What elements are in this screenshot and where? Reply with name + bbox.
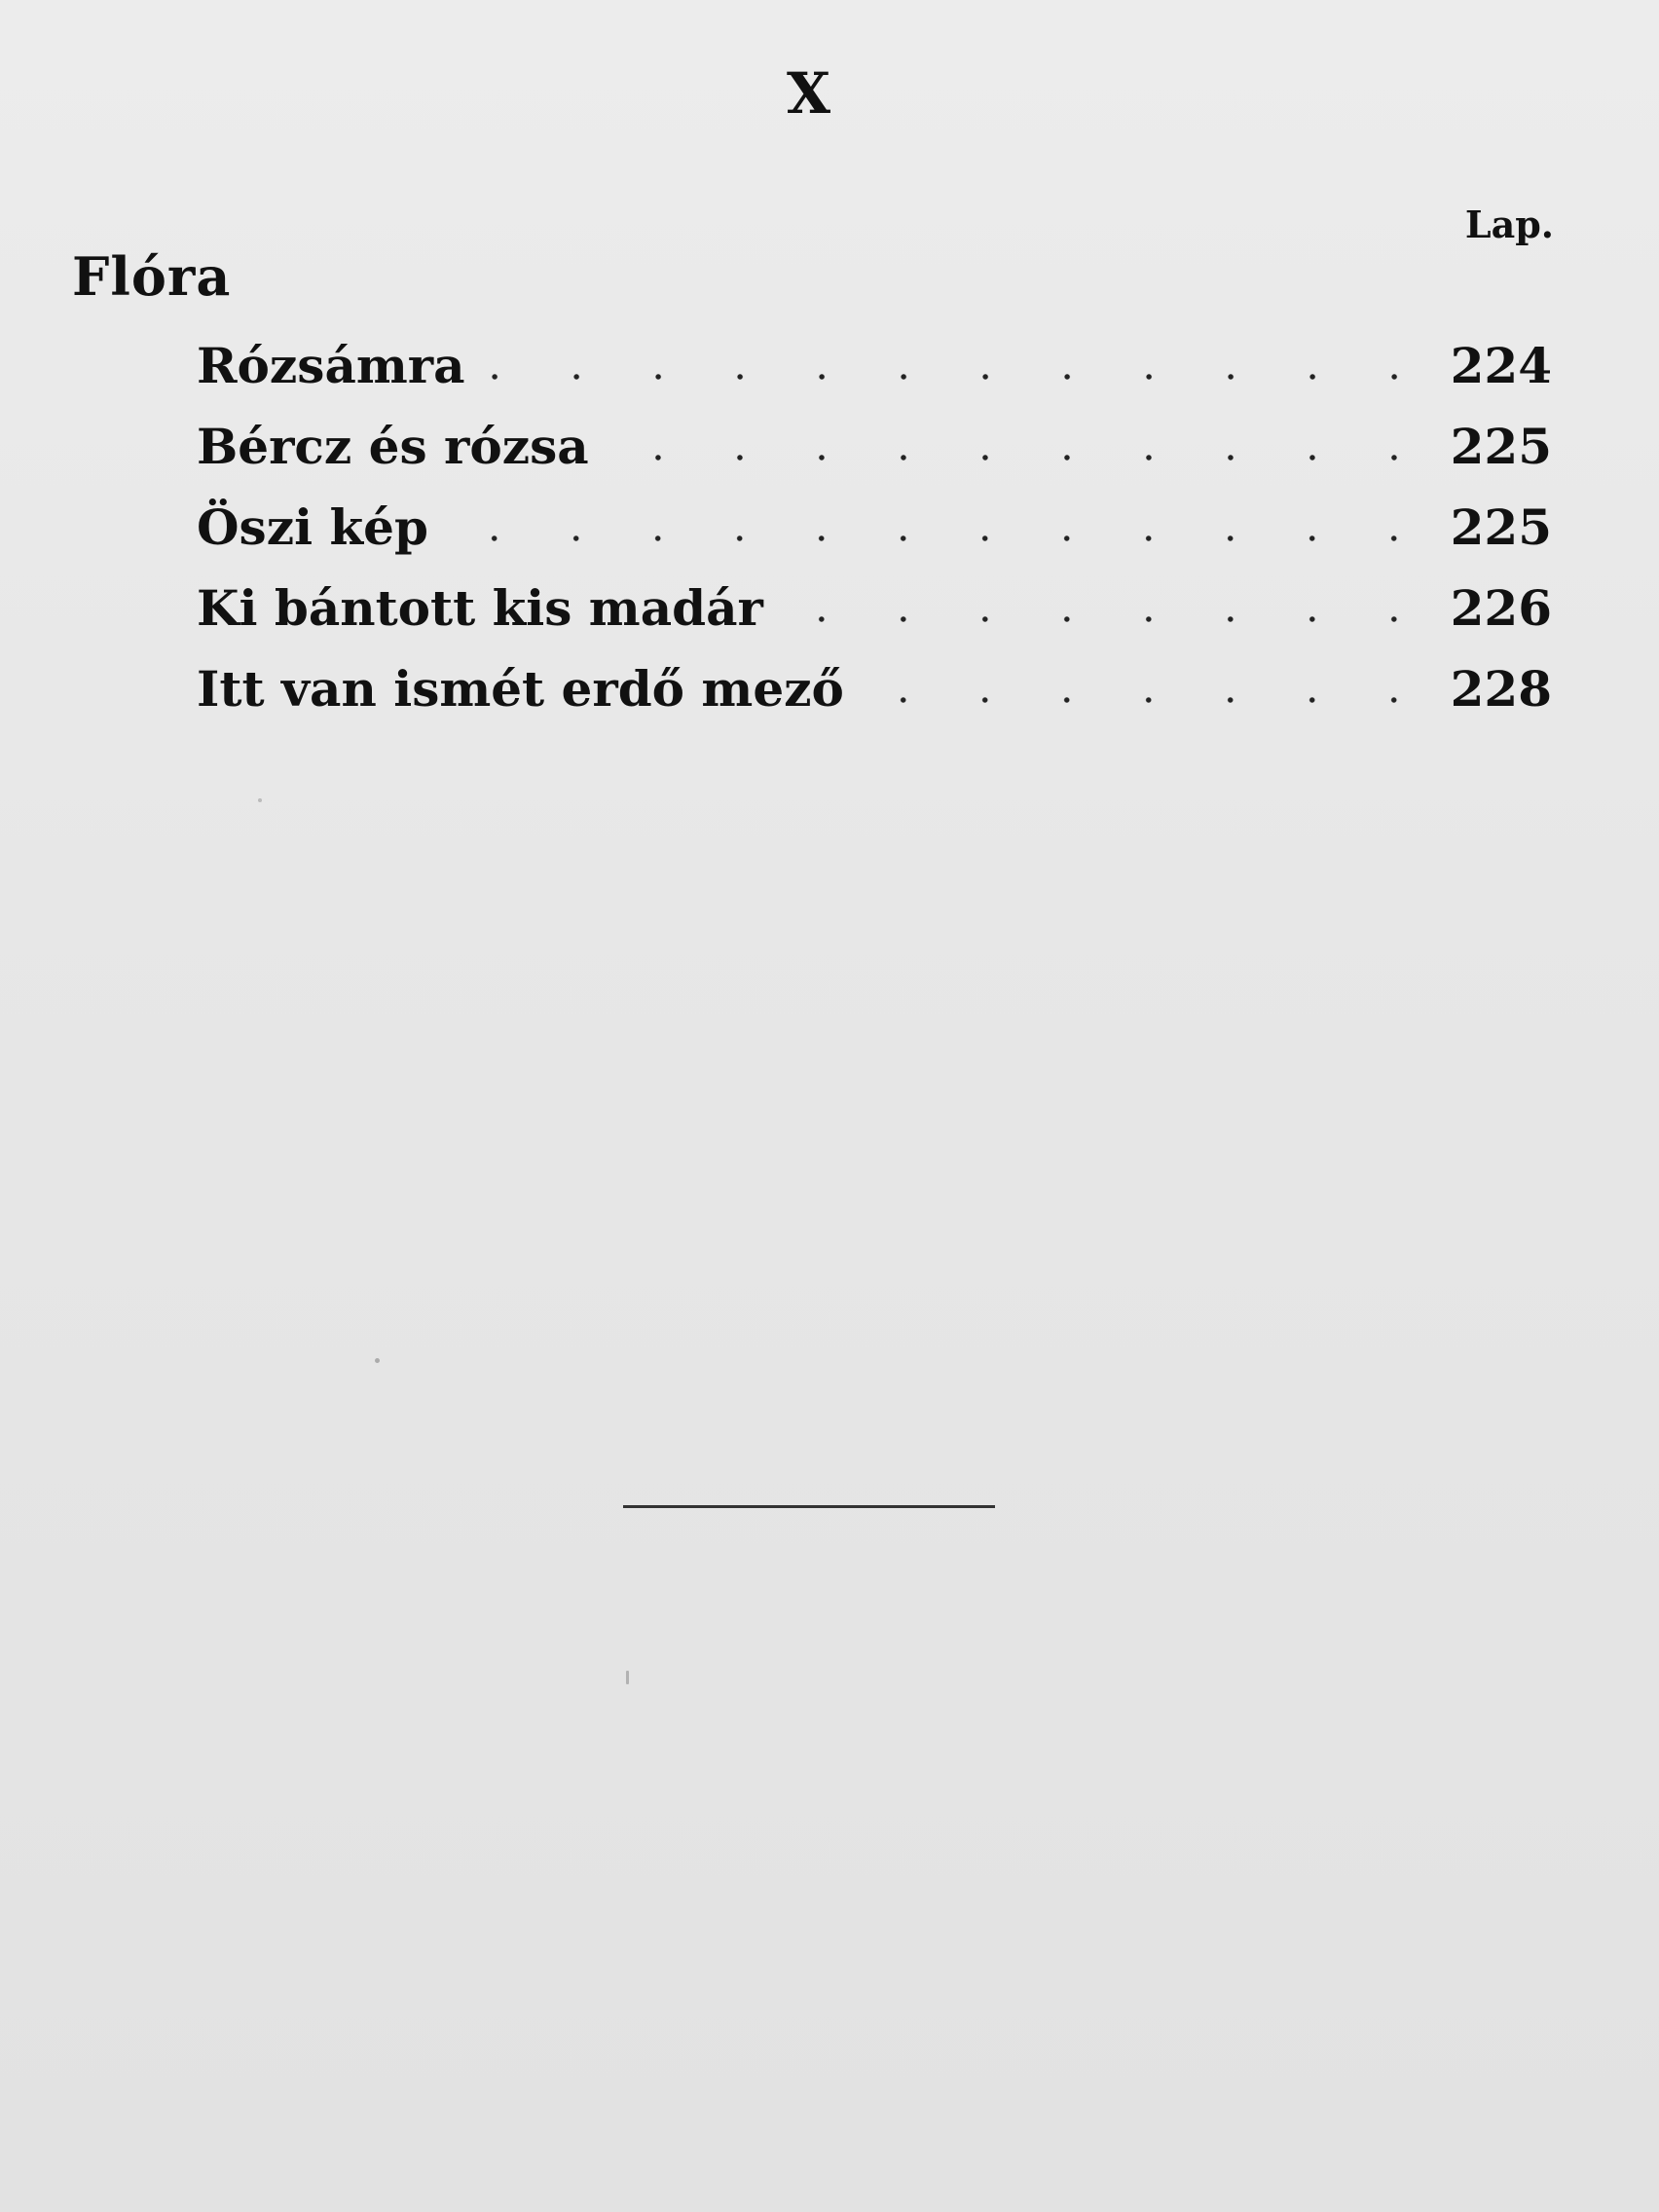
paper-speck bbox=[375, 1358, 380, 1363]
table-of-contents bbox=[197, 325, 1552, 729]
dot-leader bbox=[862, 695, 1435, 705]
dot-leader bbox=[607, 453, 1435, 462]
page-number: X bbox=[786, 60, 831, 127]
section-author-heading: Flóra bbox=[72, 245, 232, 308]
paper-speck bbox=[626, 1671, 629, 1684]
toc-entry bbox=[197, 487, 1552, 568]
page-column-header: Lap. bbox=[1464, 203, 1554, 246]
toc-entry-title: Rózsámra bbox=[197, 337, 465, 394]
toc-entry-page: 225 bbox=[1450, 498, 1552, 556]
dot-leader bbox=[483, 372, 1435, 382]
toc-entry bbox=[197, 406, 1552, 487]
toc-entry-title: Öszi kép bbox=[197, 498, 428, 556]
dot-leader bbox=[781, 614, 1435, 624]
toc-entry-page: 226 bbox=[1450, 579, 1552, 637]
paper-speck bbox=[258, 798, 262, 802]
toc-entry bbox=[197, 325, 1552, 406]
toc-entry bbox=[197, 568, 1552, 648]
dot-leader bbox=[446, 534, 1435, 543]
toc-entry-title: Itt van ismét erdő mező bbox=[197, 660, 844, 718]
section-end-rule bbox=[623, 1505, 995, 1508]
toc-entry-title: Bércz és rózsa bbox=[197, 418, 589, 475]
toc-entry bbox=[197, 648, 1552, 729]
toc-entry-page: 225 bbox=[1450, 418, 1552, 475]
toc-entry-page: 228 bbox=[1450, 660, 1552, 718]
toc-entry-page: 224 bbox=[1450, 337, 1552, 394]
toc-entry-title: Ki bántott kis madár bbox=[197, 579, 763, 637]
